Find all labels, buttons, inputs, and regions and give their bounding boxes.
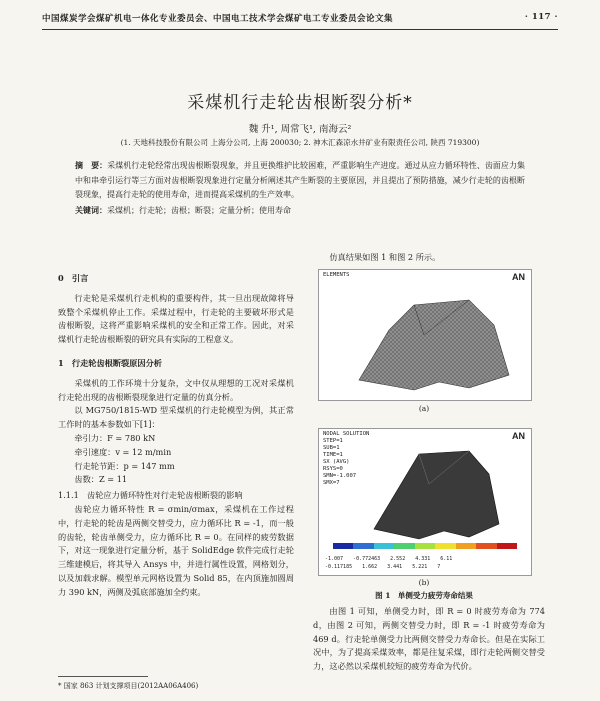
page-number: · 117 · [524, 12, 558, 22]
abstract [75, 158, 525, 218]
paragraph-2: 以 MG750/1815-WD 型采煤机的行走轮模型为例，其正常工作时的基本参数如下[1]： [58, 405, 294, 430]
param-pitch: 行走轮节距：p = 147 mm [74, 460, 175, 471]
result-paragraph: 由图 1 可知，单侧受力时，即 R = 0 时疲劳寿命为 774 d，由图 2 可知，两侧交替受力时，即 R = -1 时疲劳寿命为 469 d。行走轮单侧受力比两侧交替受力寿命长。但是在实际工况中，为了提高采煤效率，都是往复采煤，即行走轮两侧交替受力，这必然以采煤机较短的疲劳寿命为代价。 [313, 606, 545, 672]
param-traction: 牵引力：F = 780 kN [74, 432, 156, 443]
figure-1b [318, 428, 532, 576]
keywords-label: 关键词： [75, 204, 107, 215]
subsection-heading: 1.1.1 齿轮应力循环特性对行走轮齿根断裂的影响 [58, 490, 243, 501]
abstract-text: 采煤机行走轮经常出现齿根断裂现象，并且更换维护比较困难，严重影响生产进度。通过从应力循环特性、齿面应力集中和串牵引运行等三方面对齿根断裂现象进行定量分析阐述其产生断裂的主要原因，并且提出了预防措施，减少行走轮的齿根断裂现象，提高行走轮的使用寿命，进而提高采煤机的生产效率。 [75, 161, 526, 199]
footnote-rule [58, 676, 148, 677]
figure-1-caption: 图 1 单侧受力疲劳寿命结果 [375, 591, 473, 600]
abstract-label: 摘 要： [75, 160, 108, 170]
figure-1a-label: (a) [418, 404, 430, 413]
right-paragraph [313, 605, 545, 674]
paragraph-3: 齿轮应力循环特性 R = σmin/σmax，采煤机在工作过程中，行走轮的轮齿是两侧交替受力，应力循环比 R = -1，而一般的齿轮，轮齿单侧受力，应力循环比 R = 0。在同样的疲劳数据下，对这一现象进行定量分析，基于 SolidEdge 软件完成行走轮三维建模后，将其导入 Ansys 中，并进行属性设置，网格划分，以及加载求解。模型单元网格设置为 Solid 85，在内顶施加圆周力 390 kN，两侧及弧底部施加全约束。 [58, 503, 294, 597]
running-title: 中国煤炭学会煤矿机电一体化专业委员会、中国电工技术学会煤矿电工专业委员会论文集 [42, 14, 394, 24]
param-teeth: 齿数：Z = 11 [74, 474, 128, 485]
left-column [58, 262, 294, 600]
paper-title: 采煤机行走轮齿根断裂分析* [187, 93, 413, 113]
running-head [42, 12, 558, 24]
color-legend [333, 543, 517, 549]
mesh-model-image [319, 270, 531, 400]
affiliation: (1. 天地科技股份有限公司 上海分公司, 上海 200030; 2. 神木汇森凉水井矿业有限责任公司, 陕西 719300) [120, 138, 480, 147]
intro-paragraph: 行走轮是采煤机行走机构的重要构件，其一旦出现故障将导致整个采煤机停止工作。采煤过程中，行走轮的主要破坏形式是齿根断裂，这将严重影响采煤机的安全和正常工作。因此，对采煤机行走轮齿根断裂的研究具有实际的工程意义。 [58, 292, 294, 345]
right-column [313, 251, 545, 265]
ansys-logo: AN [512, 272, 525, 282]
legend-scale-1: -1.007 -0.772463 2.552 4.331 6.11 [325, 556, 453, 562]
figure-1b-text: NODAL SOLUTION STEP=1 SUB=1 TIME=1 SX (AVG) RSYS=0 SMN=-1.007 SMX=7 [323, 431, 370, 486]
paragraph-1: 采煤机的工作环境十分复杂，文中仅从理想的工况对采煤机行走轮出现的齿根断裂现象进行定量的仿真分析。 [58, 377, 294, 402]
figure-intro: 仿真结果如图 1 和图 2 所示。 [329, 252, 441, 262]
figure-1a [318, 269, 532, 401]
figure-1b-label: (b) [418, 578, 430, 587]
ansys-logo: AN [512, 431, 525, 441]
param-speed: 牵引速度：v = 12 m/min [74, 446, 172, 457]
legend-scale-2: -0.117185 1.662 3.441 5.221 7 [325, 564, 441, 570]
header-rule [42, 29, 558, 30]
footnote: * 国家 863 计划支撑项目(2012AA06A406) [58, 682, 199, 690]
authors: 魏 升¹, 周常飞¹, 南海云² [248, 124, 352, 135]
figure-1a-text: ELEMENTS [323, 272, 350, 278]
keywords-text: 采煤机；行走轮；齿根；断裂；定量分析；使用寿命 [107, 205, 291, 215]
section-1-heading: 1 行走轮齿根断裂原因分析 [58, 357, 162, 368]
section-intro-heading: 0 引言 [58, 273, 89, 283]
